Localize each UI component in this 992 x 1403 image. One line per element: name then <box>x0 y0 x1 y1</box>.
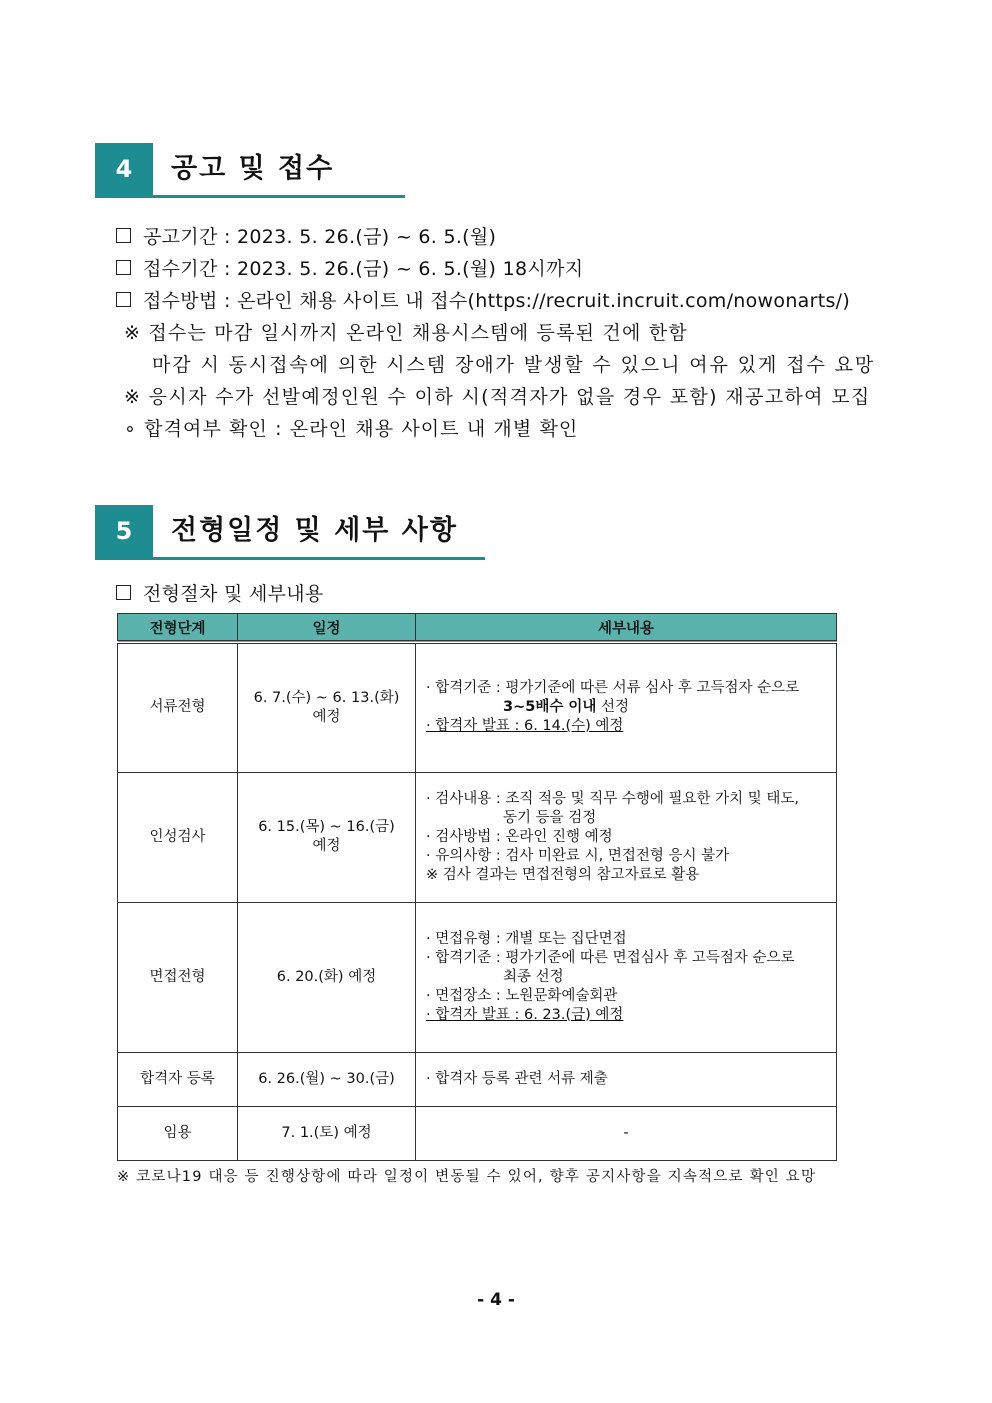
checkbox-icon <box>116 228 131 243</box>
details-cell: · 면접유형 : 개별 또는 집단면접 · 합격기준 : 평가기준에 따른 면접심사 후 고득점자 순으로 최종 선정 · 면접장소 : 노원문화예술회관 · 합격자 발표 : 6. 23.(금) 예정 <box>416 902 837 1052</box>
receipt-method: 접수방법 : 온라인 채용 사이트 내 접수(https://recruit.incruit.com/nowonarts/) <box>116 288 850 314</box>
col-header-details: 세부내용 <box>416 614 837 643</box>
section-4-header <box>95 143 405 195</box>
schedule-table <box>117 613 837 1161</box>
checkbox-icon <box>116 260 131 275</box>
checkbox-icon <box>116 585 131 600</box>
schedule-cell: 6. 26.(월) ~ 30.(금) <box>238 1052 416 1106</box>
result-check: ∘ 합격여부 확인 : 온라인 채용 사이트 내 개별 확인 <box>124 418 579 440</box>
details-cell: · 합격자 등록 관련 서류 제출 <box>416 1052 837 1106</box>
table-row <box>118 642 837 772</box>
schedule-cell: 6. 15.(목) ~ 16.(금) 예정 <box>238 772 416 902</box>
section-4-title: 공고 및 접수 <box>171 153 335 184</box>
announce-period: 공고기간 : 2023. 5. 26.(금) ~ 6. 5.(월) <box>116 224 496 250</box>
stage-cell: 서류전형 <box>118 642 238 772</box>
section-4-number: 4 <box>95 143 153 195</box>
stage-cell: 인성검사 <box>118 772 238 902</box>
col-header-schedule: 일정 <box>238 614 416 643</box>
stage-cell: 임용 <box>118 1106 238 1160</box>
section-5-number: 5 <box>95 505 153 557</box>
table-row <box>118 1106 837 1160</box>
details-cell: - <box>416 1106 837 1160</box>
receipt-period: 접수기간 : 2023. 5. 26.(금) ~ 6. 5.(월) 18시까지 <box>116 256 583 282</box>
table-row <box>118 772 837 902</box>
schedule-cell: 6. 7.(수) ~ 6. 13.(화) 예정 <box>238 642 416 772</box>
note-deadline-continued: 마감 시 동시접속에 의한 시스템 장애가 발생할 수 있으니 여유 있게 접수 요망 <box>152 354 876 376</box>
details-cell: · 합격기준 : 평가기준에 따른 서류 심사 후 고득점자 순으로 3~5배수 이내 선정 · 합격자 발표 : 6. 14.(수) 예정 <box>416 642 837 772</box>
note-reannounce: ※ 응시자 수가 선발예정인원 수 이하 시(적격자가 없을 경우 포함) 재공고하여 모집 <box>124 386 871 408</box>
col-header-stage: 전형단계 <box>118 614 238 643</box>
section-4-underline <box>95 195 405 198</box>
page-number: - 4 - <box>477 1290 515 1310</box>
procedure-subhead: 전형절차 및 세부내용 <box>116 581 324 607</box>
section-5-underline <box>95 557 485 560</box>
schedule-cell: 7. 1.(토) 예정 <box>238 1106 416 1160</box>
stage-cell: 면접전형 <box>118 902 238 1052</box>
table-header-row <box>118 614 837 643</box>
table-row <box>118 902 837 1052</box>
stage-cell: 합격자 등록 <box>118 1052 238 1106</box>
schedule-cell: 6. 20.(화) 예정 <box>238 902 416 1052</box>
section-5-header <box>95 505 485 557</box>
checkbox-icon <box>116 292 131 307</box>
section-5-title: 전형일정 및 세부 사항 <box>171 515 458 546</box>
table-footnote: ※ 코로나19 대응 등 진행상항에 따라 일정이 변동될 수 있어, 향후 공지사항을 지속적으로 확인 요망 <box>117 1169 817 1185</box>
details-cell: · 검사내용 : 조직 적응 및 직무 수행에 필요한 가치 및 태도, 동기 등을 검정 · 검사방법 : 온라인 진행 예정 · 유의사항 : 검사 미완료 시, 면접전형 응시 불가 ※ 검사 결과는 면접전형의 참고자료로 활용 <box>416 772 837 902</box>
note-deadline: ※ 접수는 마감 일시까지 온라인 채용시스템에 등록된 건에 한함 <box>124 322 688 344</box>
table-row <box>118 1052 837 1106</box>
